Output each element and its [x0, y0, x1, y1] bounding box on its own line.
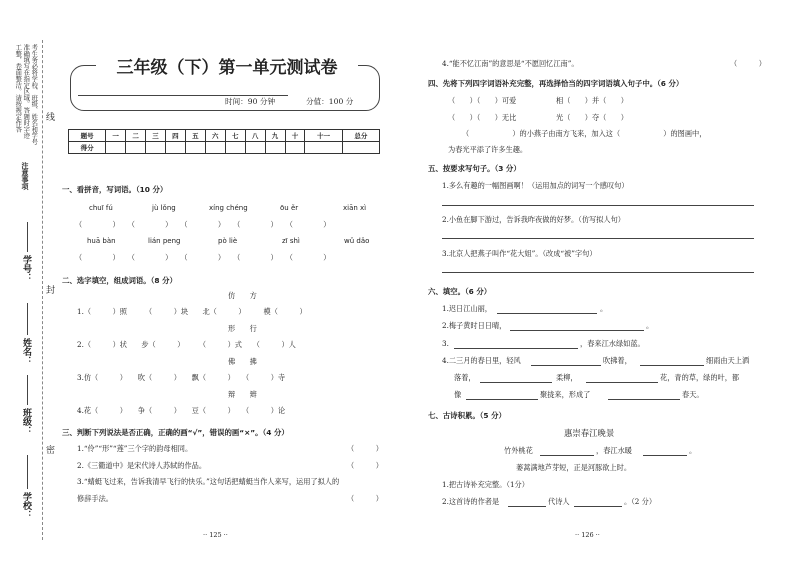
score-input-cell[interactable] [126, 142, 146, 154]
fill-text: 柔柳， [556, 373, 578, 382]
score-input-cell[interactable] [205, 142, 225, 154]
page-number-left: ·· 125 ·· [203, 531, 228, 539]
fill-line[interactable]: 3.仿（ ） 吹（ ） 飘（ ） （ ）寺 [77, 373, 286, 382]
notice-line-2: 准确填写在指定区域。答题时字迹 [22, 44, 30, 139]
idiom-fill[interactable]: 相（ ）并（ ） [556, 96, 628, 105]
idiom-fill[interactable]: （ ）（ ）无比 [448, 113, 517, 122]
poem-blank[interactable] [574, 506, 622, 507]
answer-brackets[interactable]: （ ） （ ） （ ） （ ） （ ） [75, 220, 331, 229]
pinyin: chuī fú [89, 204, 113, 212]
score-input-cell[interactable] [342, 142, 379, 154]
char-hint: 佛 拂 [228, 357, 257, 366]
cut-line [42, 40, 43, 540]
sentence-task: 2.小鱼在脚下游过，告诉我昨夜做的好梦。（仿写拟人句） [442, 215, 625, 224]
poem-question: 2.这首诗的作者是 [442, 497, 500, 506]
exam-score: 分值：100 分 [306, 97, 354, 106]
fill-line[interactable]: 2.（ ）状 步（ ） （ ）式 （ ）人 [77, 340, 296, 349]
fill-blank[interactable] [586, 382, 658, 383]
class-blank[interactable] [27, 375, 28, 405]
fill-text: 细雨由天上洒 [706, 356, 750, 365]
poem-question: 代诗人 [548, 497, 570, 506]
judge-item: 2.《三衢道中》是宋代诗人苏轼的作品。 [77, 461, 207, 470]
judge-item-cont: 修辞手法。 [77, 494, 113, 503]
notice-line-3: 工整，卷面整洁。请按规定作答 [14, 44, 22, 133]
score-input-cell[interactable] [146, 142, 166, 154]
page-number-right: ·· 126 ·· [575, 531, 600, 539]
score-table-score-row [69, 142, 380, 154]
section-2-title: 二、选字填空，组成词语。（8 分） [62, 276, 177, 285]
char-hint: 辩 辫 [228, 390, 257, 399]
section-6-title: 六、填空。（6 分） [428, 287, 492, 296]
pinyin: jù lǒng [152, 204, 176, 212]
page-title: 三年级（下）第一单元测试卷 [96, 55, 358, 81]
pinyin: zī shì [282, 237, 300, 245]
fill-blank[interactable] [640, 365, 704, 366]
pinyin: huā bàn [87, 237, 116, 245]
judge-paren[interactable]: （ ） [730, 59, 766, 68]
score-cell: 八 [245, 130, 265, 142]
section-1-title: 一、看拼音，写词语。（10 分） [62, 185, 168, 194]
poem-blank[interactable] [643, 455, 687, 456]
poem-blank[interactable] [508, 506, 546, 507]
poem-blank[interactable] [540, 455, 594, 456]
section-7-title: 七、古诗积累。（5 分） [428, 411, 506, 420]
section-4-title: 四、先将下列四字词语补充完整，再选择恰当的四字词语填入句子中。（6 分） [428, 79, 684, 88]
fill-text: 1.迟日江山丽， [442, 304, 492, 313]
judge-item: 1.“伶”“形”“莲”三个字的韵母相同。 [77, 444, 193, 453]
poem-line: 蒌蒿满地芦芽短，正是河豚欲上时。 [516, 463, 632, 472]
student-id-blank[interactable] [27, 222, 28, 252]
score-row-label: 得分 [69, 142, 106, 154]
score-input-cell[interactable] [185, 142, 205, 154]
fill-text: 4.二三月的春日里，轻风 [442, 356, 521, 365]
answer-line[interactable] [442, 272, 754, 273]
char-hint: 仿 方 [228, 291, 257, 300]
name-blank[interactable] [27, 303, 28, 335]
idiom-sentence[interactable]: （ ）的小燕子由南方飞来，加入这（ ）的图画中， [462, 129, 707, 138]
name-label: 姓名： [21, 338, 31, 365]
score-input-cell[interactable] [245, 142, 265, 154]
fill-line[interactable]: 4.花（ ） 争（ ） 豆（ ） （ ）论 [77, 406, 286, 415]
score-cell: 四 [165, 130, 185, 142]
score-input-cell[interactable] [165, 142, 185, 154]
poem-title: 惠崇春江晚景 [564, 428, 615, 438]
idiom-fill[interactable]: 光（ ）夺（ ） [556, 113, 628, 122]
answer-line[interactable] [442, 205, 754, 206]
idiom-sentence-cont: 为春光平添了许多生趣。 [448, 145, 528, 154]
section-5-title: 五、按要求写句子。（3 分） [428, 164, 521, 173]
notice-line-1: 考生务必将学校、班级、姓名和学号 [30, 44, 38, 145]
score-table-header-row [69, 130, 380, 142]
score-cell: 九 [265, 130, 285, 142]
fill-blank[interactable] [466, 399, 538, 400]
poem-question: 1.把古诗补充完整。（1分） [442, 480, 529, 489]
fill-text: 聚拢来，形成了 [540, 390, 591, 399]
fill-blank[interactable] [531, 365, 601, 366]
poem-line: 竹外桃花 [504, 446, 533, 455]
fill-text: 吹拂着， [603, 356, 632, 365]
pinyin: xíng chéng [209, 204, 248, 212]
score-cell: 十一 [305, 130, 342, 142]
pinyin: xiān xì [343, 204, 367, 212]
score-cell: 一 [106, 130, 126, 142]
punct: 。 [600, 304, 608, 313]
poem-line: ，春江水暖 [596, 446, 632, 455]
punct: 。 [689, 446, 697, 455]
fill-blank[interactable] [480, 382, 552, 383]
score-table [68, 129, 380, 154]
pinyin: pò liè [218, 237, 238, 245]
pinyin: wǔ dǎo [344, 237, 370, 245]
class-label: 班级： [21, 408, 31, 435]
fill-text: 2.梅子黄时日日晴， [442, 321, 507, 330]
score-cell: 题号 [69, 130, 106, 142]
score-input-cell[interactable] [265, 142, 285, 154]
judge-item: 3.“蜻蜓飞过来，告诉我清早飞行的快乐。”这句话把蜻蜓当作人来写，运用了拟人的 [77, 477, 340, 486]
score-input-cell[interactable] [285, 142, 305, 154]
punct: 。 [646, 321, 654, 330]
score-cell: 总分 [342, 130, 379, 142]
seal-feng: 封 [44, 285, 54, 294]
sentence-task: 1.多么有趣的一幅图画啊！（运用加点的词写一个感叹句） [442, 181, 629, 190]
section-3-title: 三、判断下列说法是否正确，正确的画“√”，错误的画“×”。（4 分） [62, 428, 289, 437]
fill-blank[interactable] [454, 348, 578, 349]
score-cell: 二 [126, 130, 146, 142]
score-input-cell[interactable] [305, 142, 342, 154]
seal-mi: 密 [44, 445, 54, 454]
school-label: 学校： [21, 492, 31, 519]
fill-text: ，春来江水绿如蓝。 [580, 339, 645, 348]
title-rule [78, 95, 288, 96]
score-cell: 三 [146, 130, 166, 142]
score-cell: 十 [285, 130, 305, 142]
item-number: 3. [442, 339, 449, 348]
score-cell: 七 [225, 130, 245, 142]
score-cell: 六 [205, 130, 225, 142]
idiom-fill[interactable]: （ ）（ ）可爱 [448, 96, 517, 105]
exam-time: 时间：90 分钟 [225, 97, 276, 106]
judge-paren[interactable]: （ ） [347, 494, 383, 503]
school-blank[interactable] [27, 455, 28, 489]
fill-text: 像 [454, 390, 462, 399]
poem-question: 。（2 分） [624, 497, 657, 506]
student-id-label: 学号： [21, 255, 31, 282]
answer-line[interactable] [442, 238, 754, 239]
pinyin: ōu ěr [280, 204, 299, 212]
seal-xian: 线 [44, 112, 54, 121]
fill-text: 花，青的草，绿的叶，都 [660, 373, 740, 382]
notice-label: 注意事项 [21, 162, 29, 190]
fill-line[interactable]: 1.（ ）照 （ ）块 北（ ） 模（ ） [77, 307, 307, 316]
answer-brackets[interactable]: （ ） （ ） （ ） （ ） （ ） [75, 253, 331, 262]
judge-item-4: 4.“能不忆江南”的意思是“不愿回忆江南”。 [442, 59, 579, 68]
fill-text: 落着， [454, 373, 476, 382]
pinyin: lián peng [148, 237, 181, 245]
fill-blank[interactable] [608, 399, 680, 400]
sentence-task: 3.北京人把燕子叫作“花大姐”。（改成“被”字句） [442, 249, 597, 258]
score-input-cell[interactable] [106, 142, 126, 154]
char-hint: 形 行 [228, 324, 257, 333]
score-cell: 五 [185, 130, 205, 142]
fill-blank[interactable] [510, 330, 644, 331]
fill-text: 春天。 [682, 390, 704, 399]
fill-blank[interactable] [497, 313, 597, 314]
judge-paren[interactable]: （ ） [347, 444, 383, 453]
score-input-cell[interactable] [225, 142, 245, 154]
judge-paren[interactable]: （ ） [347, 461, 383, 470]
